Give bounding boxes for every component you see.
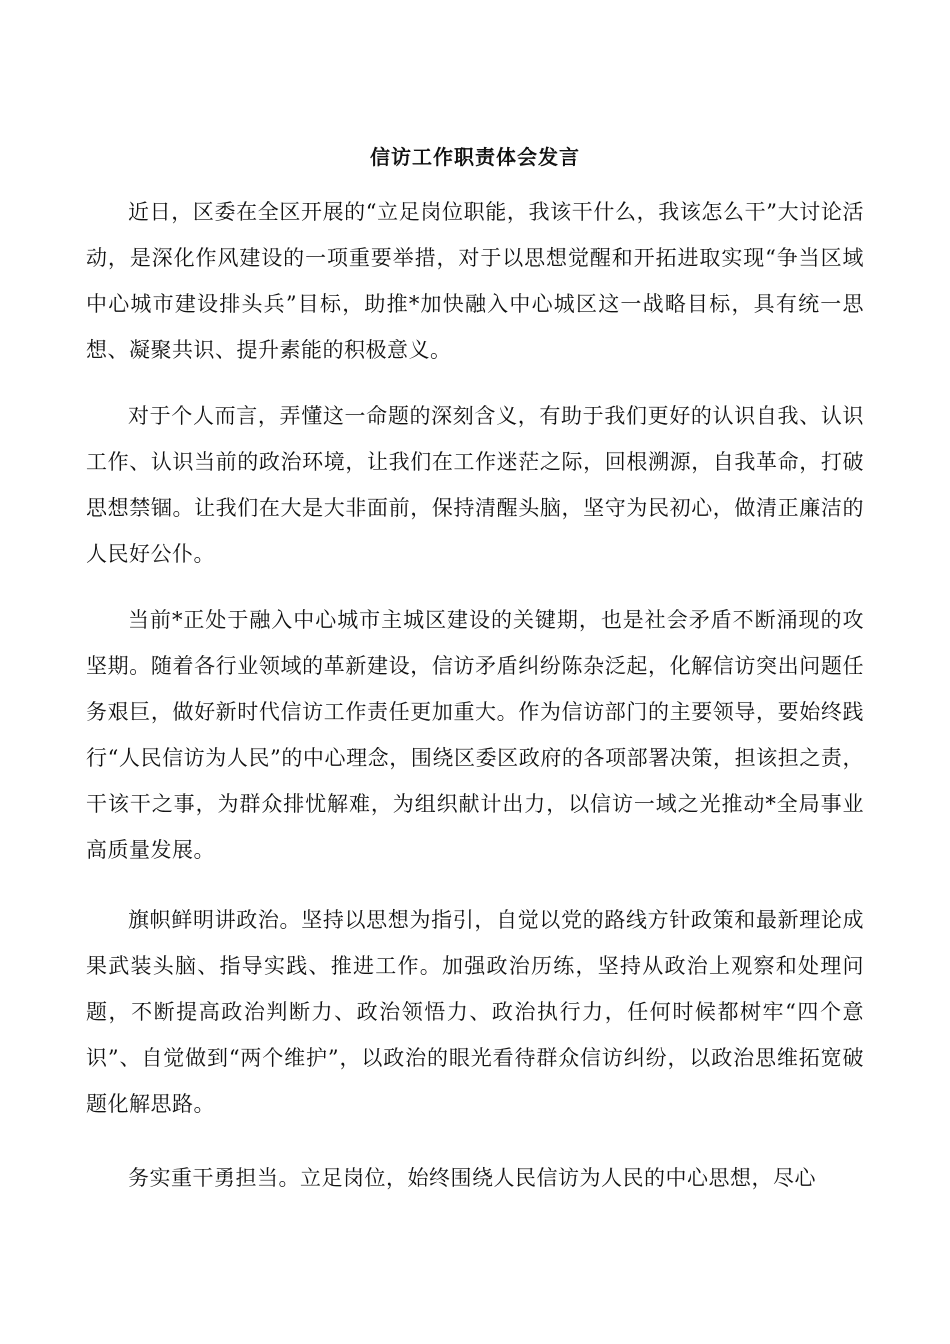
document-title: 信访工作职责体会发言 (370, 145, 580, 169)
paragraph-1: 近日，区委在全区开展的“立足岗位职能，我该干什么，我该怎么干”大讨论活动，是深化作风建设的一项重要举措，对于以思想觉醒和开拓进取实现“争当区域中心城市建设排头兵”目标，助推*加快融入中心城区这一战略目标，具有统一思想、凝聚共识、提升素能的积极意义。 (86, 200, 864, 362)
paragraph-5: 务实重干勇担当。立足岗位，始终围绕人民信访为人民的中心思想，尽心 (128, 1166, 816, 1190)
paragraph-3: 当前*正处于融入中心城市主城区建设的关键期，也是社会矛盾不断涌现的攻坚期。随着各行业领域的革新建设，信访矛盾纠纷陈杂泛起，化解信访突出问题任务艰巨，做好新时代信访工作责任更加重大。作为信访部门的主要领导，要始终践行“人民信访为人民”的中心理念，围绕区委区政府的各项部署决策，担该担之责，干该干之事，为群众排忧解难，为组织献计出力，以信访一域之光推动*全局事业高质量发展。 (86, 608, 864, 862)
paragraph-4: 旗帜鲜明讲政治。坚持以思想为指引，自觉以党的路线方针政策和最新理论成果武装头脑、指导实践、推进工作。加强政治历练，坚持从政治上观察和处理问题，不断提高政治判断力、政治领悟力、政治执行力，任何时候都树牢“四个意识”、自觉做到“两个维护”，以政治的眼光看待群众信访纠纷，以政治思维拓宽破题化解思路。 (86, 908, 864, 1116)
paragraph-2: 对于个人而言，弄懂这一命题的深刻含义，有助于我们更好的认识自我、认识工作、认识当前的政治环境，让我们在工作迷茫之际，回根溯源，自我革命，打破思想禁锢。让我们在大是大非面前，保持清醒头脑，坚守为民初心，做清正廉洁的人民好公仆。 (86, 404, 864, 566)
